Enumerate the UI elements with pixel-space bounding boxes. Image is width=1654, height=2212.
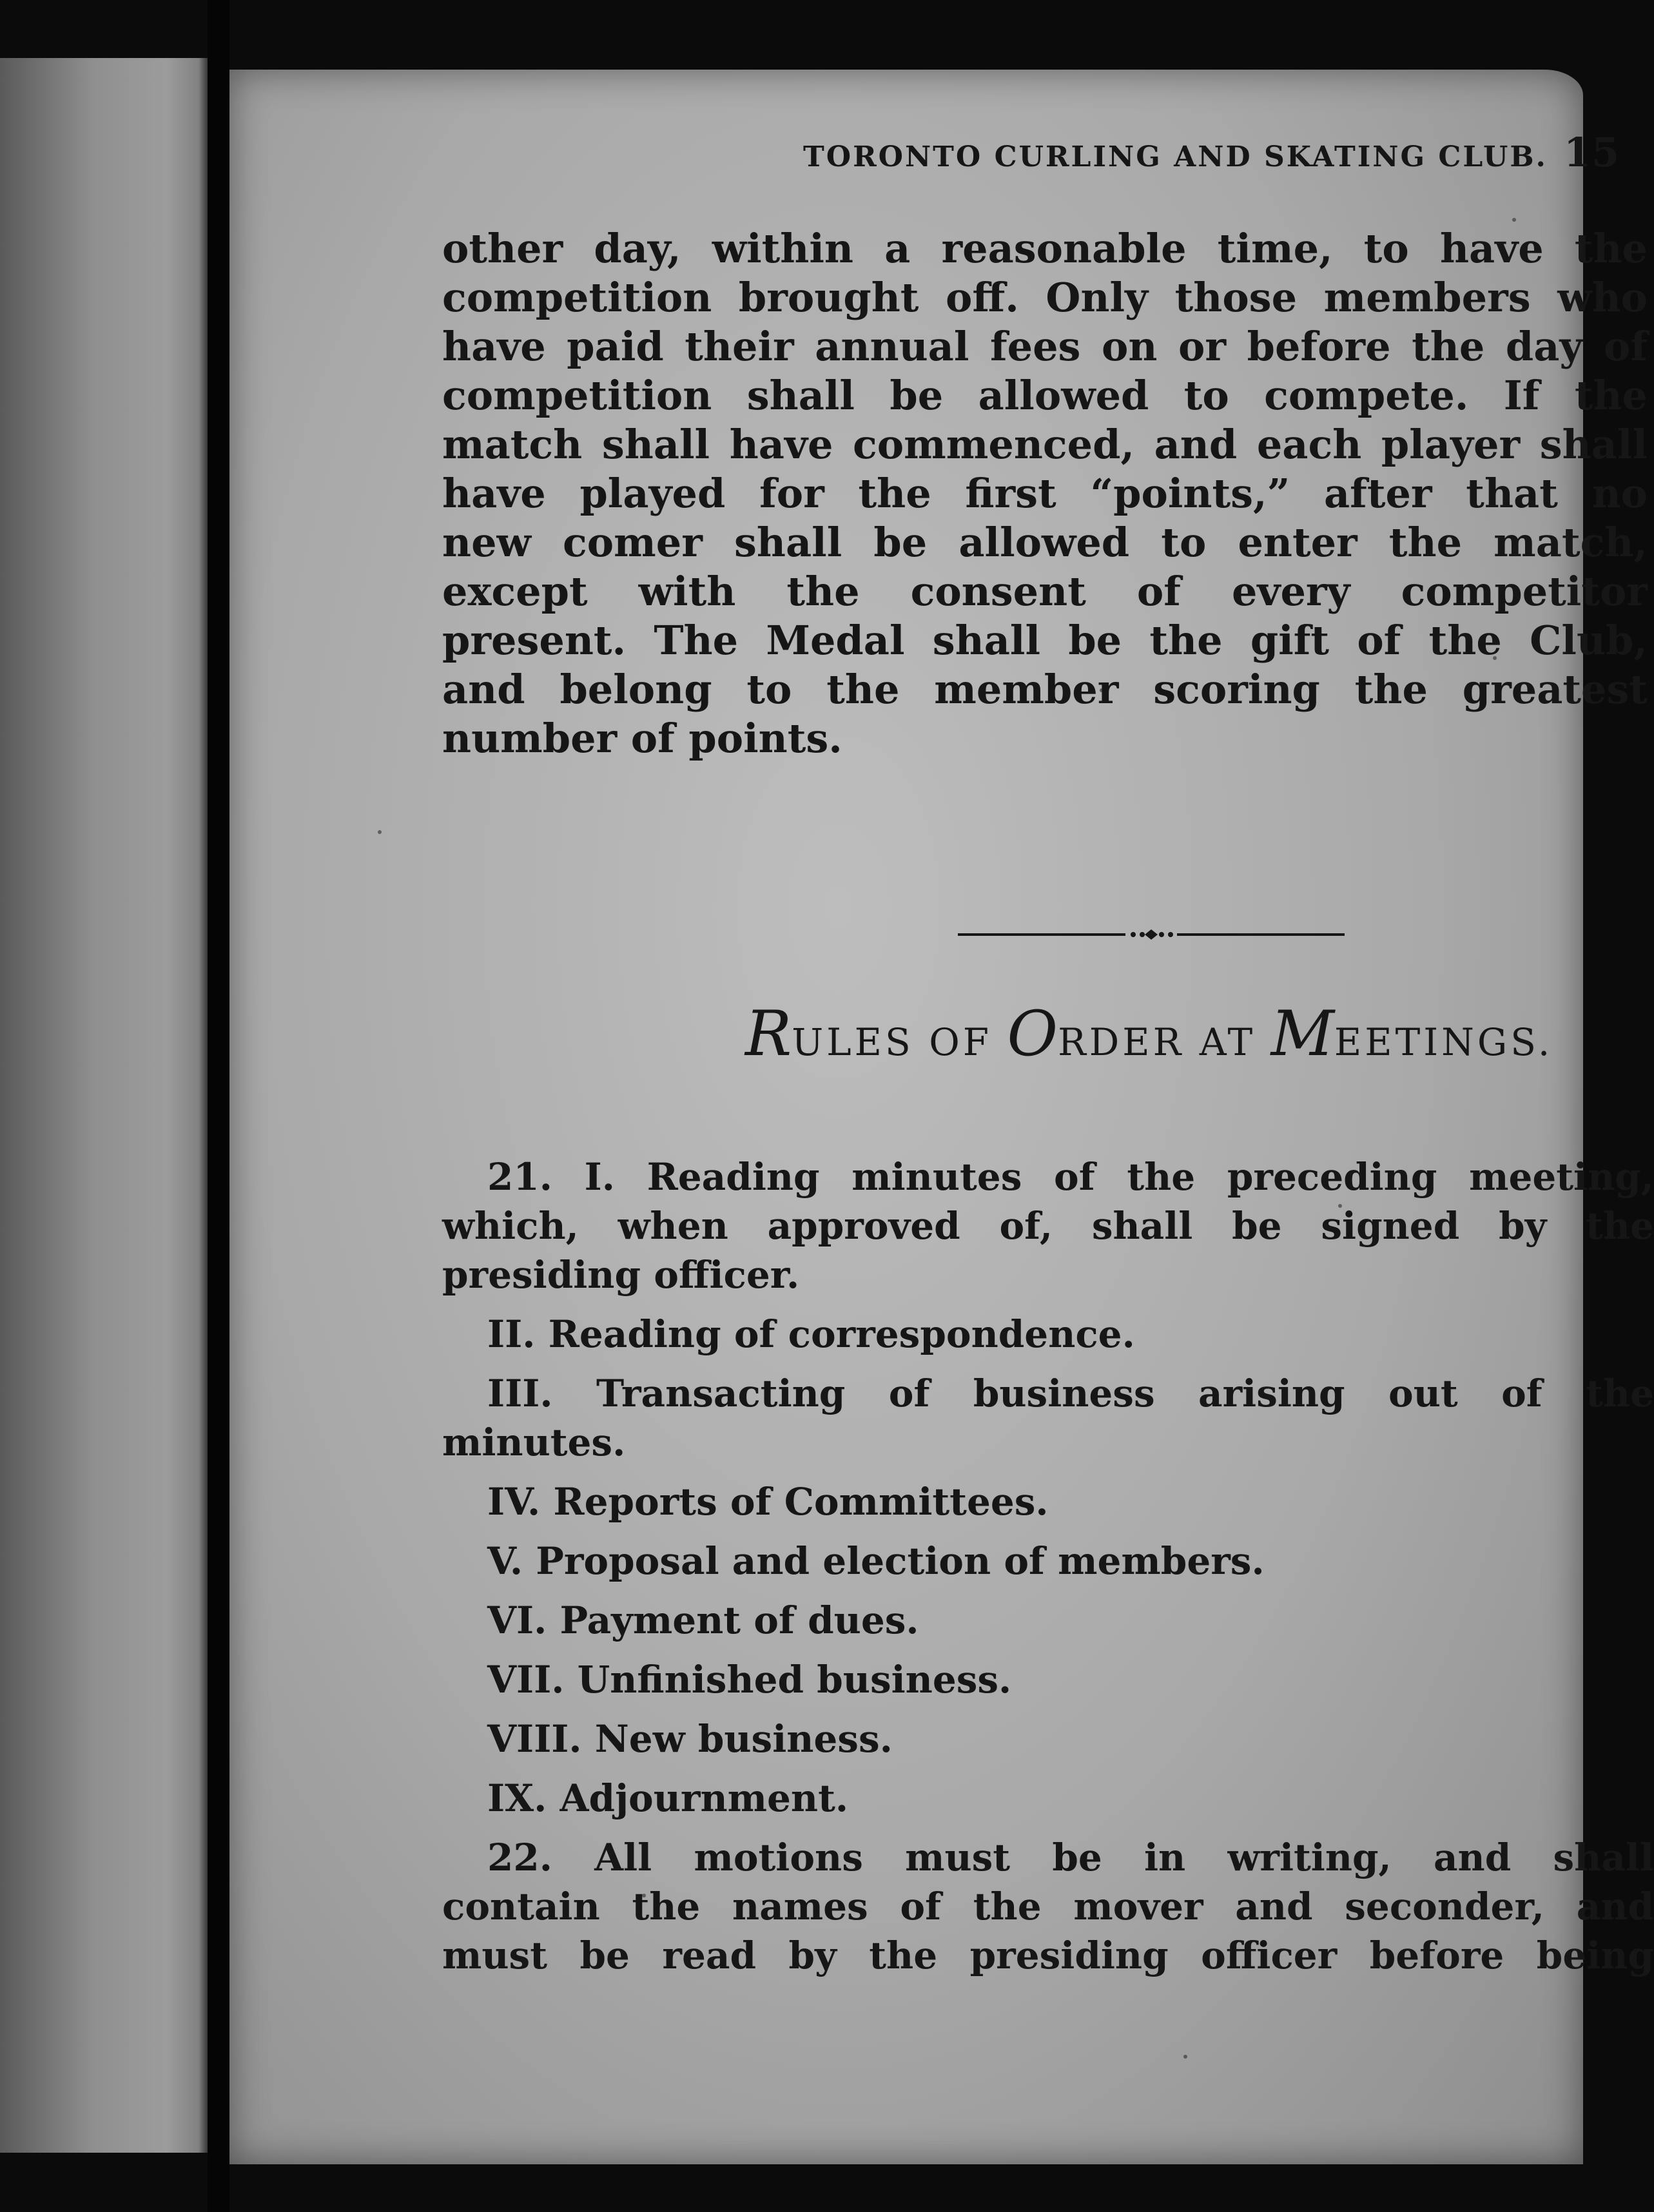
paragraph-line: competition brought off. Only those members who [442, 274, 1648, 321]
order-item: VII. Unfinished business. [487, 1658, 1012, 1702]
heading-word: OF [929, 1020, 992, 1064]
order-item: VI. Payment of dues. [487, 1598, 919, 1642]
heading-word: RDER [1058, 1020, 1185, 1064]
heading-initial: O [1007, 998, 1058, 1070]
section-divider-ornament [958, 927, 1345, 942]
paragraph-line: have paid their annual fees on or before the day of [442, 323, 1648, 370]
previous-page-edge [0, 58, 208, 2153]
paper-speck [1512, 218, 1516, 222]
paragraph-line: number of points. [442, 715, 842, 762]
order-item: IX. Adjournment. [487, 1776, 849, 1820]
heading-word: AT [1199, 1020, 1256, 1064]
paragraph-line: competition shall be allowed to compete. If the [442, 372, 1648, 419]
paragraph-line: and belong to the member scoring the greatest [442, 666, 1648, 713]
rule-21-line: which, when approved of, shall be signed by the [442, 1204, 1654, 1248]
order-item-continuation: minutes. [442, 1421, 626, 1464]
page-number: 15 [1564, 129, 1620, 176]
order-item: III. Transacting of business arising out of the [487, 1372, 1654, 1415]
paragraph-line: have played for the first “points,” after that no [442, 470, 1648, 517]
heading-initial: M [1270, 998, 1334, 1070]
paragraph-line: other day, within a reasonable time, to have the [442, 225, 1648, 272]
running-head [442, 70, 1648, 176]
rule-22-line: contain the names of the mover and seconder, and [442, 1885, 1654, 1928]
page-text [442, 70, 1654, 1977]
order-item: II. Reading of correspondence. [487, 1312, 1135, 1356]
heading-word: ULES [792, 1020, 914, 1064]
paper-speck [378, 830, 382, 834]
paragraph-line: new comer shall be allowed to enter the match, [442, 519, 1648, 566]
section-heading [745, 998, 1553, 1070]
rule-21-line: presiding officer. [442, 1253, 800, 1297]
order-item: IV. Reports of Committees. [487, 1480, 1049, 1524]
heading-word: EETINGS. [1334, 1020, 1553, 1064]
book-page [229, 70, 1654, 2164]
book-gutter [208, 0, 229, 2212]
paragraph-line: except with the consent of every competitor [442, 568, 1648, 615]
heading-initial: R [745, 998, 792, 1070]
order-item: VIII. New business. [487, 1717, 893, 1761]
running-head-title: TORONTO CURLING AND SKATING CLUB. [803, 141, 1548, 173]
paragraph-line: match shall have commenced, and each player shall [442, 421, 1648, 468]
rule-22-line: 22. All motions must be in writing, and shall [487, 1836, 1654, 1879]
paper-speck [1183, 2055, 1187, 2059]
order-item: V. Proposal and election of members. [487, 1539, 1265, 1583]
rule-21-line: 21. I. Reading minutes of the preceding meeting, [487, 1155, 1654, 1199]
paragraph-line: present. The Medal shall be the gift of the Club, [442, 617, 1648, 664]
rule-22-line: must be read by the presiding officer before being [442, 1934, 1654, 1977]
rules-of-order [442, 1152, 1654, 1980]
continued-paragraph [442, 224, 1648, 763]
